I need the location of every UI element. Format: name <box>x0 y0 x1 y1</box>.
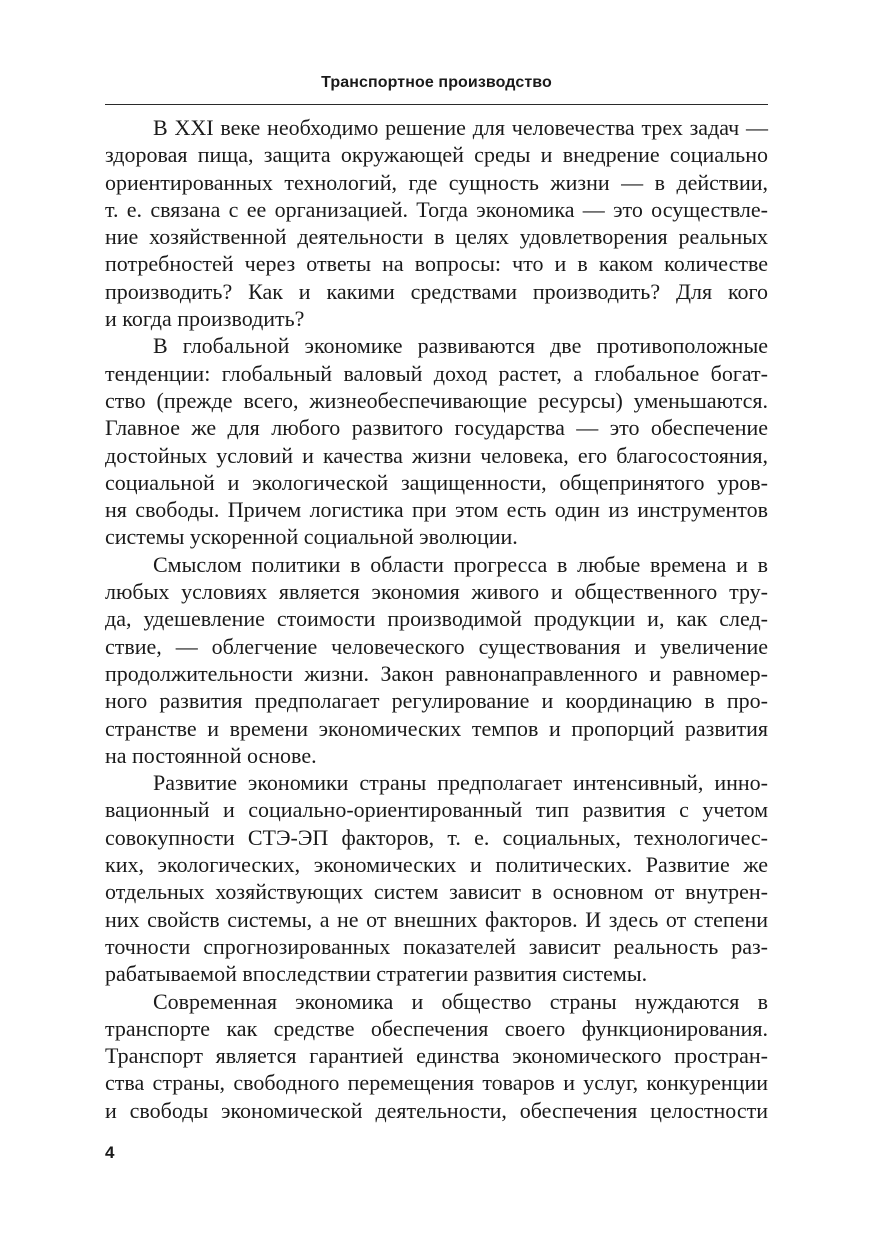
text-line: на постоянной основе. <box>105 742 317 768</box>
running-header: Транспортное производство <box>321 74 552 91</box>
text-line: да, удешевление стоимости производимой продукции и, как след- <box>105 606 768 632</box>
text-line: точности спрогнозированных показателей зависит реальность раз- <box>105 933 768 959</box>
text-line: ориентированных технологий, где сущность жизни — в действии, <box>105 169 768 195</box>
text-line: здоровая пища, защита окружающей среды и внедрение социально <box>105 142 768 168</box>
text-line: социальной и экологической защищенности, общепринятого уров- <box>105 469 768 495</box>
text-line: ня свободы. Причем логистика при этом есть один из инструментов <box>105 497 768 523</box>
text-line: совокупности СТЭ-ЭП факторов, т. е. социальных, технологичес- <box>105 824 768 850</box>
text-line: В глобальной экономике развиваются две противоположные <box>153 333 768 359</box>
text-line: любых условиях является экономия живого и общественного тру- <box>105 579 768 605</box>
page-number: 4 <box>105 1143 115 1162</box>
text-line: ствие, — облегчение человеческого существования и увеличение <box>105 633 768 659</box>
text-line: Развитие экономики страны предполагает интенсивный, инно- <box>153 770 768 796</box>
text-line: вационный и социально-ориентированный тип развития с учетом <box>105 797 768 823</box>
paragraph <box>105 769 768 987</box>
text-line: Главное же для любого развитого государства — это обеспечение <box>105 415 768 441</box>
text-line: и когда производить? <box>105 306 305 332</box>
text-line: ства страны, свободного перемещения товаров и услуг, конкуренции <box>105 1070 768 1096</box>
text-line: и свободы экономической деятельности, обеспечения целостности <box>105 1097 768 1123</box>
paragraph <box>105 332 768 550</box>
text-line: странстве и времени экономических темпов и пропорций развития <box>105 715 768 741</box>
paragraph <box>105 988 768 1124</box>
text-line: т. е. связана с ее организацией. Тогда экономика — это осуществле- <box>105 196 768 222</box>
text-line: потребностей через ответы на вопросы: что и в каком количестве <box>105 251 768 277</box>
text-line: рабатываемой впоследствии стратегии развития системы. <box>105 961 648 987</box>
text-line: тенденции: глобальный валовый доход растет, а глобальное богат- <box>105 360 768 386</box>
body-text <box>105 114 768 1124</box>
text-line: достойных условий и качества жизни человека, его благосостояния, <box>105 442 768 468</box>
text-line: Смыслом политики в области прогресса в любые времена и в <box>153 551 768 577</box>
text-line: ного развития предполагает регулирование и координацию в про- <box>105 688 768 714</box>
text-line: продолжительности жизни. Закон равнонаправленного и равномер- <box>105 660 768 686</box>
paragraph <box>105 114 768 332</box>
text-line: В XXI веке необходимо решение для человечества трех задач — <box>153 115 768 140</box>
header-rule <box>105 104 768 105</box>
text-line: Транспорт является гарантией единства экономического простран- <box>105 1043 768 1069</box>
text-line: ние хозяйственной деятельности в целях удовлетворения реальных <box>105 224 768 250</box>
text-line: транспорте как средстве обеспечения своего функционирования. <box>105 1015 768 1041</box>
text-line: отдельных хозяйствующих систем зависит в основном от внутрен- <box>105 879 768 905</box>
text-line: производить? Как и какими средствами производить? Для кого <box>105 278 768 304</box>
text-line: ких, экологических, экономических и политических. Развитие же <box>105 852 768 878</box>
text-line: Современная экономика и общество страны нуждаются в <box>153 988 768 1014</box>
text-line: них свойств системы, а не от внешних факторов. И здесь от степени <box>105 906 768 932</box>
text-line: ство (прежде всего, жизнеобеспечивающие ресурсы) уменьшаются. <box>105 387 768 413</box>
text-line: системы ускоренной социальной эволюции. <box>105 524 518 550</box>
paragraph <box>105 551 768 769</box>
